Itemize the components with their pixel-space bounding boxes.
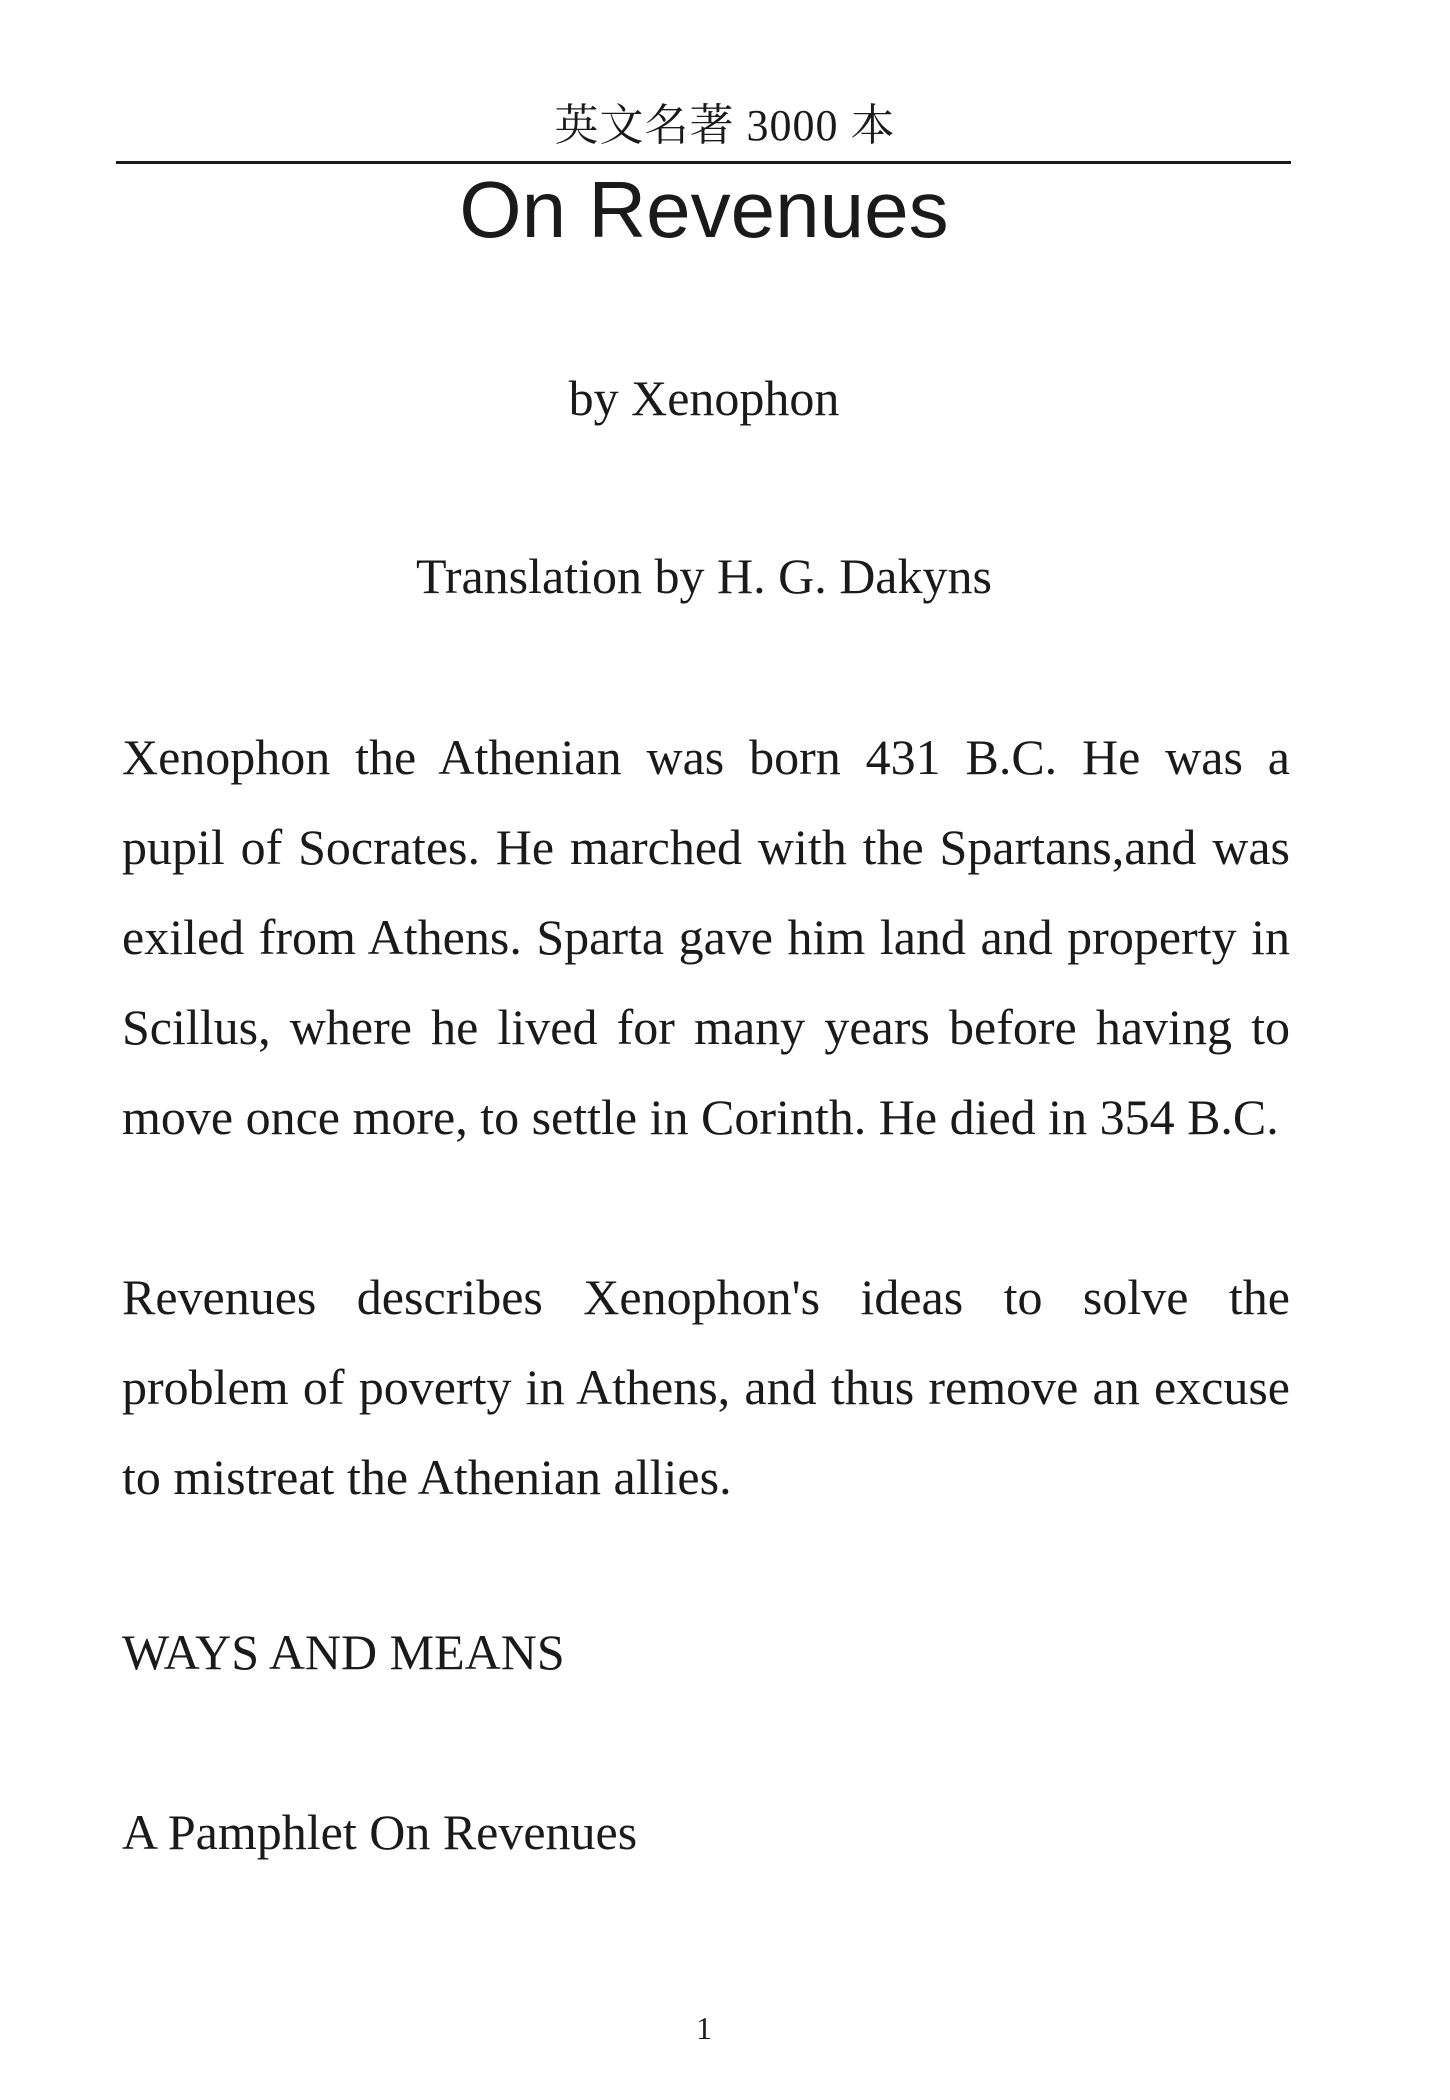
page-number: 1 xyxy=(696,2010,712,2046)
header-label: 英文名著 3000 本 xyxy=(554,101,896,150)
intro-paragraph: Xenophon the Athenian was born 431 B.C. He was a pupil of Socrates. He marched with the Spartans,and was exiled from Athens. Sparta gave him land and property in Scillus, where he lived for many years before having to move once more, to settle in Corinth. He died in 354 B.C. xyxy=(122,729,1290,1145)
revenues-paragraph: Revenues describes Xenophon's ideas to solve the problem of poverty in Athens, and thus remove an excuse to mistreat the Athenian allies. xyxy=(122,1269,1290,1505)
subtitle-line: A Pamphlet On Revenues xyxy=(122,1804,638,1860)
author-line: by Xenophon xyxy=(568,370,840,426)
translator-line: Translation by H. G. Dakyns xyxy=(416,548,992,604)
page-title: On Revenues xyxy=(459,165,949,254)
section-heading: WAYS AND MEANS xyxy=(122,1624,565,1680)
